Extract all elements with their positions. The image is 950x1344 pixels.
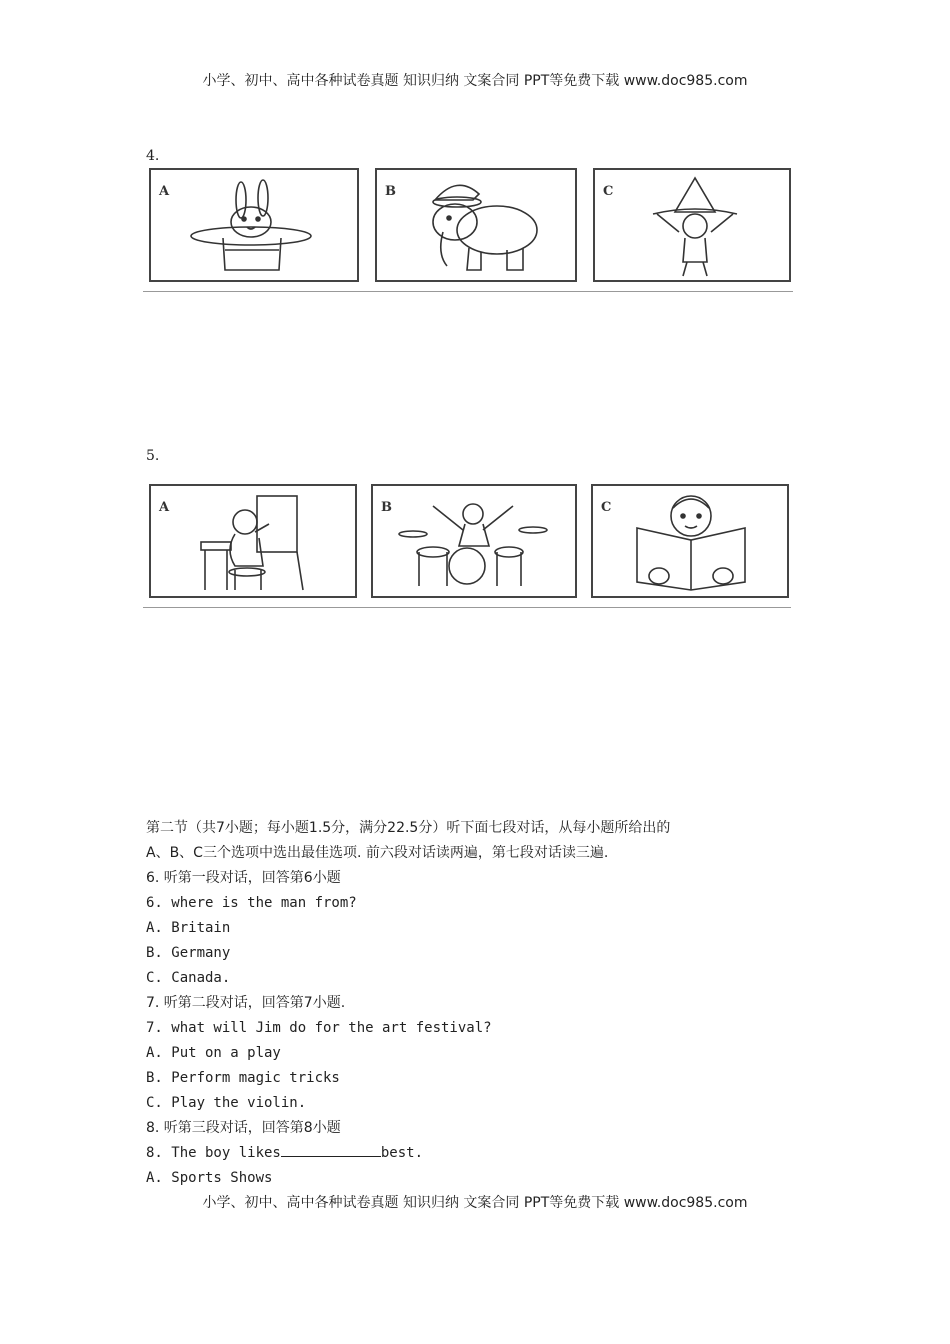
q4-option-c-letter: C bbox=[603, 184, 614, 199]
question-5-number: 5. bbox=[146, 448, 160, 464]
q8-option-a: A. Sports Shows bbox=[146, 1170, 273, 1186]
q4-option-c-panel bbox=[593, 168, 791, 282]
page-header: 小学、初中、高中各种试卷真题 知识归纳 文案合同 PPT等免费下载 www.doc985.com bbox=[202, 73, 748, 89]
q5-option-c-panel bbox=[591, 484, 789, 598]
elephant-with-hat-icon bbox=[377, 170, 575, 280]
q7-question: 7. what will Jim do for the art festival? bbox=[146, 1020, 492, 1036]
rabbit-in-hat-icon bbox=[151, 170, 357, 280]
section-2-intro-line-1: 第二节（共7小题；每小题1.5分，满分22.5分）听下面七段对话，从每小题所给出的 bbox=[146, 820, 671, 836]
question-4-number: 4. bbox=[146, 148, 160, 164]
q6-option-c: C. Canada. bbox=[146, 970, 231, 986]
child-with-big-hat-icon bbox=[595, 170, 789, 280]
section-2-intro-line-2: A、B、C三个选项中选出最佳选项. 前六段对话读两遍，第七段对话读三遍. bbox=[146, 845, 609, 861]
q7-option-a: A. Put on a play bbox=[146, 1045, 281, 1061]
q8-instruction: 8. 听第三段对话，回答第8小题 bbox=[146, 1120, 341, 1136]
q5-option-c-letter: C bbox=[601, 500, 612, 515]
q4-option-b-panel bbox=[375, 168, 577, 282]
q5-option-b-letter: B bbox=[381, 500, 392, 515]
q4-option-a-letter: A bbox=[159, 184, 170, 199]
q7-option-b: B. Perform magic tricks bbox=[146, 1070, 340, 1086]
q8-answer-blank bbox=[281, 1142, 381, 1157]
boy-reading-book-icon bbox=[593, 486, 787, 596]
q7-option-c: C. Play the violin. bbox=[146, 1095, 307, 1111]
q5-option-a-panel bbox=[149, 484, 357, 598]
q8-question bbox=[146, 1141, 806, 1166]
boy-playing-drums-icon bbox=[373, 486, 575, 596]
q6-instruction: 6. 听第一段对话，回答第6小题 bbox=[146, 870, 341, 886]
q4-option-a-panel bbox=[149, 168, 359, 282]
q6-option-a: A. Britain bbox=[146, 920, 231, 936]
section-2-text bbox=[146, 816, 806, 1191]
q5-option-b-panel bbox=[371, 484, 577, 598]
q8-question-end: best. bbox=[380, 1145, 424, 1161]
child-painting-icon bbox=[151, 486, 355, 596]
question-5-pictures bbox=[143, 482, 791, 608]
q5-option-a-letter: A bbox=[159, 500, 170, 515]
q8-question-start: 8. The boy likes bbox=[146, 1145, 281, 1161]
q4-option-b-letter: B bbox=[385, 184, 396, 199]
question-4-pictures bbox=[143, 166, 793, 292]
q6-question: 6. where is the man from? bbox=[146, 895, 357, 911]
q7-instruction: 7. 听第二段对话，回答第7小题. bbox=[146, 995, 346, 1011]
q6-option-b: B. Germany bbox=[146, 945, 231, 961]
page-footer: 小学、初中、高中各种试卷真题 知识归纳 文案合同 PPT等免费下载 www.doc985.com bbox=[202, 1195, 748, 1211]
